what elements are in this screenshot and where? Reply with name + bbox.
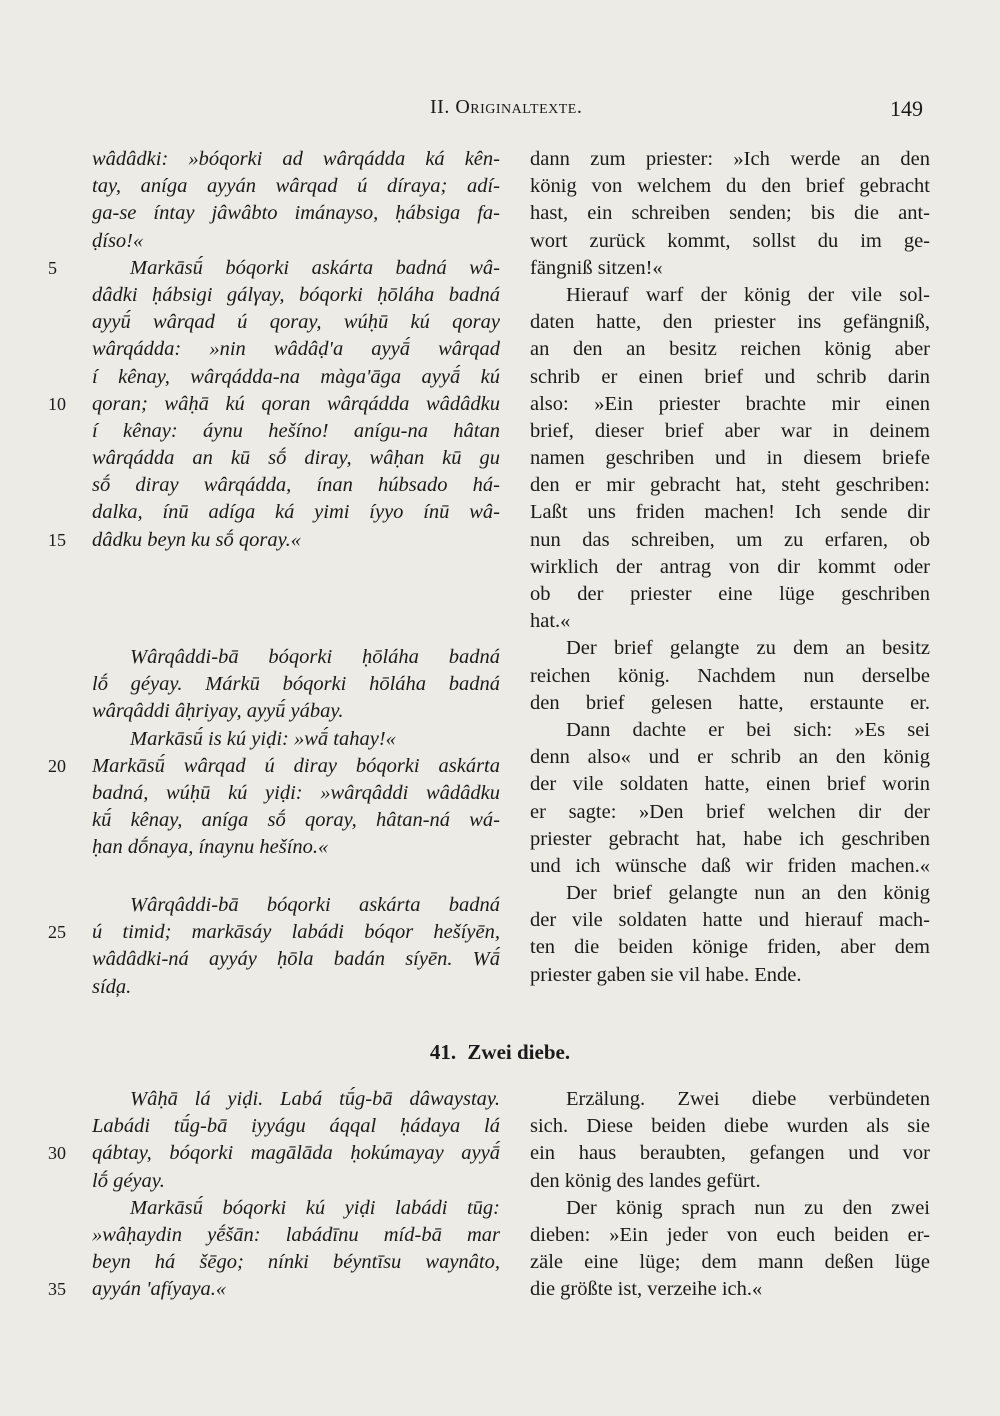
text-line: die größte ist, verzeihe ich.«: [530, 1278, 763, 1301]
text-line: [530, 282, 930, 309]
text-line: wârqádda an kū sṓ diray, wâḥan kū gu: [92, 447, 500, 470]
page-number: 149: [890, 96, 923, 121]
line-number: 5: [48, 257, 57, 278]
text-line: wârqádda: »nin wâdâḍ'a ayyā́ wârqad: [92, 338, 500, 361]
text-line: í kênay, wârqádda-na màga'āga ayyā́ kú: [92, 365, 500, 388]
text-line: ga-se íntay jâwâbto imánayso, ḥábsiga fa-: [92, 202, 500, 225]
text-line: síd̦a.: [92, 975, 132, 998]
somali-block-1: [48, 146, 500, 554]
text-line-content: Erzälung. Zwei diebe verbündeten: [566, 1088, 930, 1110]
text-line: tay, aníga ayyán wârqad ú díraya; adí-: [92, 175, 500, 198]
german-column: [530, 146, 930, 1366]
text-line: badná, wúḥū kú yiḍi: »wârqâddi wâdâdku: [92, 781, 500, 804]
text-line: wirklich der antrag von dir kommt oder: [530, 555, 930, 578]
text-line: [48, 255, 500, 282]
text-line: wort zurück kommt, sollst du im ge-: [530, 229, 930, 252]
text-line: dann zum priester: »Ich werde an den: [530, 148, 930, 170]
text-line: [48, 1276, 500, 1303]
text-line: dâdki ḥábsigi gálγay, bóqorki ḥōláha badná: [92, 283, 500, 306]
somali-column: [48, 146, 500, 1366]
text-line: [530, 880, 930, 907]
text-line: [92, 726, 500, 753]
text-line: Laßt uns friden machen! Ich sende dir: [530, 501, 930, 524]
text-line: wâdâdki-ná ayyáy ḥōla badán síyēn. Wā́: [92, 948, 500, 971]
text-line: »wâḥaydin yḗšān: labádīnu míd-bā mar: [92, 1223, 500, 1246]
text-line: [530, 717, 930, 744]
text-line: [48, 919, 500, 946]
text-line: priester gaben sie vil habe. Ende.: [530, 963, 802, 986]
text-line: kū́ kênay, aníga sṓ qoray, hâtan-ná wá-: [92, 809, 500, 832]
text-line: ten die beiden könige friden, aber dem: [530, 936, 930, 959]
text-line: ḍíso!«: [92, 229, 144, 252]
german-block-1: [530, 146, 930, 989]
text-line: denn also« und er schrib an den könig: [530, 746, 930, 769]
text-line: hat.«: [530, 610, 571, 633]
line-number: 35: [48, 1279, 66, 1300]
text-line: lṓ géyay. Márkū bóqorki hōláha badná: [92, 673, 500, 696]
text-line: reichen könig. Nachdem nun derselbe: [530, 664, 930, 687]
text-line: [530, 635, 930, 662]
text-line-content: Der könig sprach nun zu den zwei: [566, 1196, 930, 1219]
line-number: 25: [48, 922, 66, 943]
somali-block-2: [48, 644, 500, 862]
text-line: sṓ diray wârqádda, ínan húbsado há-: [92, 474, 500, 497]
text-line: der vile soldaten hatte und hierauf mach-: [530, 909, 930, 932]
line-number: 15: [48, 529, 66, 550]
running-head-title: Originaltexte.: [455, 96, 583, 118]
text-line: [48, 1140, 500, 1167]
text-line: priester gebracht hat, habe ich geschriben: [530, 827, 930, 850]
text-line: lṓ géyay.: [92, 1169, 165, 1192]
text-line: [92, 1086, 500, 1113]
text-line-content: ú timid; markāsáy labádi bóqor hešíyēn,: [92, 921, 500, 944]
somali-block-3: [48, 892, 500, 1001]
text-line-content: Wâḥā lá yiḍi. Labá tū́g-bā dâwaystay.: [130, 1088, 500, 1110]
text-line: den brief gelesen hatte, erstaunte er.: [530, 691, 930, 714]
text-line-content: qábtay, bóqorki magālāda ḥokúmayay ayyā́: [92, 1142, 500, 1165]
text-line: also: »Ein priester brachte mir einen: [530, 392, 930, 415]
line-number: 10: [48, 393, 66, 414]
text-line: beyn há šēgo; nínki béyntīsu waynâto,: [92, 1251, 500, 1274]
text-line: ein haus beraubten, gefangen und vor: [530, 1142, 930, 1165]
text-line-content: Hierauf warf der könig der vile sol-: [566, 283, 930, 306]
text-line-content: ayyán 'afíyaya.«: [92, 1278, 227, 1301]
text-line: nun das schreiben, um zu erfaren, ob: [530, 528, 930, 551]
line-number: 30: [48, 1143, 66, 1164]
text-line-content: Dann dachte er bei sich: »Es sei: [566, 718, 930, 741]
text-line: könig von welchem du den brief gebracht: [530, 175, 930, 198]
text-line: namen geschriben und in diesem briefe: [530, 447, 930, 470]
section-title: Zwei diebe.: [467, 1040, 571, 1064]
text-line-content: Markāsū́ wârqad ú diray bóqorki askárta: [92, 754, 500, 777]
text-line: ob der priester eine lüge geschriben: [530, 583, 930, 605]
text-line: dalka, ínū adíga ká yimi íyyo ínū wâ-: [92, 501, 500, 524]
text-line: dieben: »Ein jeder von euch beiden er-: [530, 1223, 930, 1246]
text-line: [48, 753, 500, 780]
text-line: den er mir gebracht hat, steht geschriben:: [530, 474, 930, 497]
text-line: zäle eine lüge; dem mann deßen lüge: [530, 1251, 930, 1274]
text-line-content: Der brief gelangte zu dem an besitz: [566, 637, 930, 660]
section-heading: [0, 1040, 1000, 1065]
text-line: [92, 644, 500, 671]
text-line: wâdâdki: »bóqorki ad wârqádda ká kên-: [92, 148, 500, 170]
text-line: [92, 892, 500, 919]
text-line-content: Wârqâddi-bā bóqorki ḥōláha badná: [130, 646, 500, 668]
text-line: [48, 391, 500, 418]
text-line-content: qoran; wâḥā kú qoran wârqádda wâdâdku: [92, 392, 500, 415]
text-line-content: Wârqâddi-bā bóqorki askárta badná: [130, 894, 500, 916]
text-line: í kênay: áynu hešíno! anígu-na hâtan: [92, 419, 500, 442]
text-line: [530, 1195, 930, 1222]
text-line: [530, 1086, 930, 1113]
running-head: [430, 96, 582, 119]
running-head-numeral: II.: [430, 96, 450, 118]
somali-block-4: [48, 1086, 500, 1304]
text-line: schrib er einen brief und schrib darin: [530, 365, 930, 388]
text-line: hast, ein schreiben senden; bis die ant-: [530, 202, 930, 225]
text-line: und ich wünsche daß wir friden machen.«: [530, 854, 930, 877]
text-line: [92, 1195, 500, 1222]
text-line: der vile soldaten hatte, einen brief worin: [530, 773, 930, 796]
text-line: den könig des landes gefürt.: [530, 1169, 761, 1192]
text-line-content: Der brief gelangte nun an den könig: [566, 882, 930, 905]
text-line: Labádi tū́g-bā iyyágu áqqal ḥádaya lá: [92, 1115, 500, 1138]
section-number: 41.: [429, 1040, 457, 1064]
text-line: daten hatte, den priester ins gefängniß,: [530, 311, 930, 334]
text-line: ḥan dṓnaya, ínaynu hešíno.«: [92, 836, 329, 859]
german-block-2: [530, 1086, 930, 1304]
line-number: 20: [48, 755, 66, 776]
text-line: an den an besitz reichen könig aber: [530, 338, 930, 361]
text-line-content: Markāsū́ bóqorki askárta badná wâ-: [130, 256, 500, 279]
text-line: brief, dieser brief aber war in deinem: [530, 419, 930, 442]
text-line-content: dâdku beyn ku sṓ qoray.«: [92, 528, 301, 551]
text-line-content: Markāsū́ bóqorki kú yiḍi labádi tūg:: [130, 1196, 500, 1219]
text-line: fängniß sitzen!«: [530, 256, 663, 279]
text-line: sich. Diese beiden diebe wurden als sie: [530, 1115, 930, 1138]
text-line: [48, 527, 500, 554]
text-line-content: Markāsū́ is kú yiḍi: »wā́ tahay!«: [130, 727, 396, 750]
text-line: er sagte: »Den brief welchen dir der: [530, 800, 930, 823]
text-line: wârqâddi âḥriyay, ayyū́ yábay.: [92, 700, 344, 723]
text-line: ayyū́ wârqad ú qoray, wúḥū kú qoray: [92, 311, 500, 334]
